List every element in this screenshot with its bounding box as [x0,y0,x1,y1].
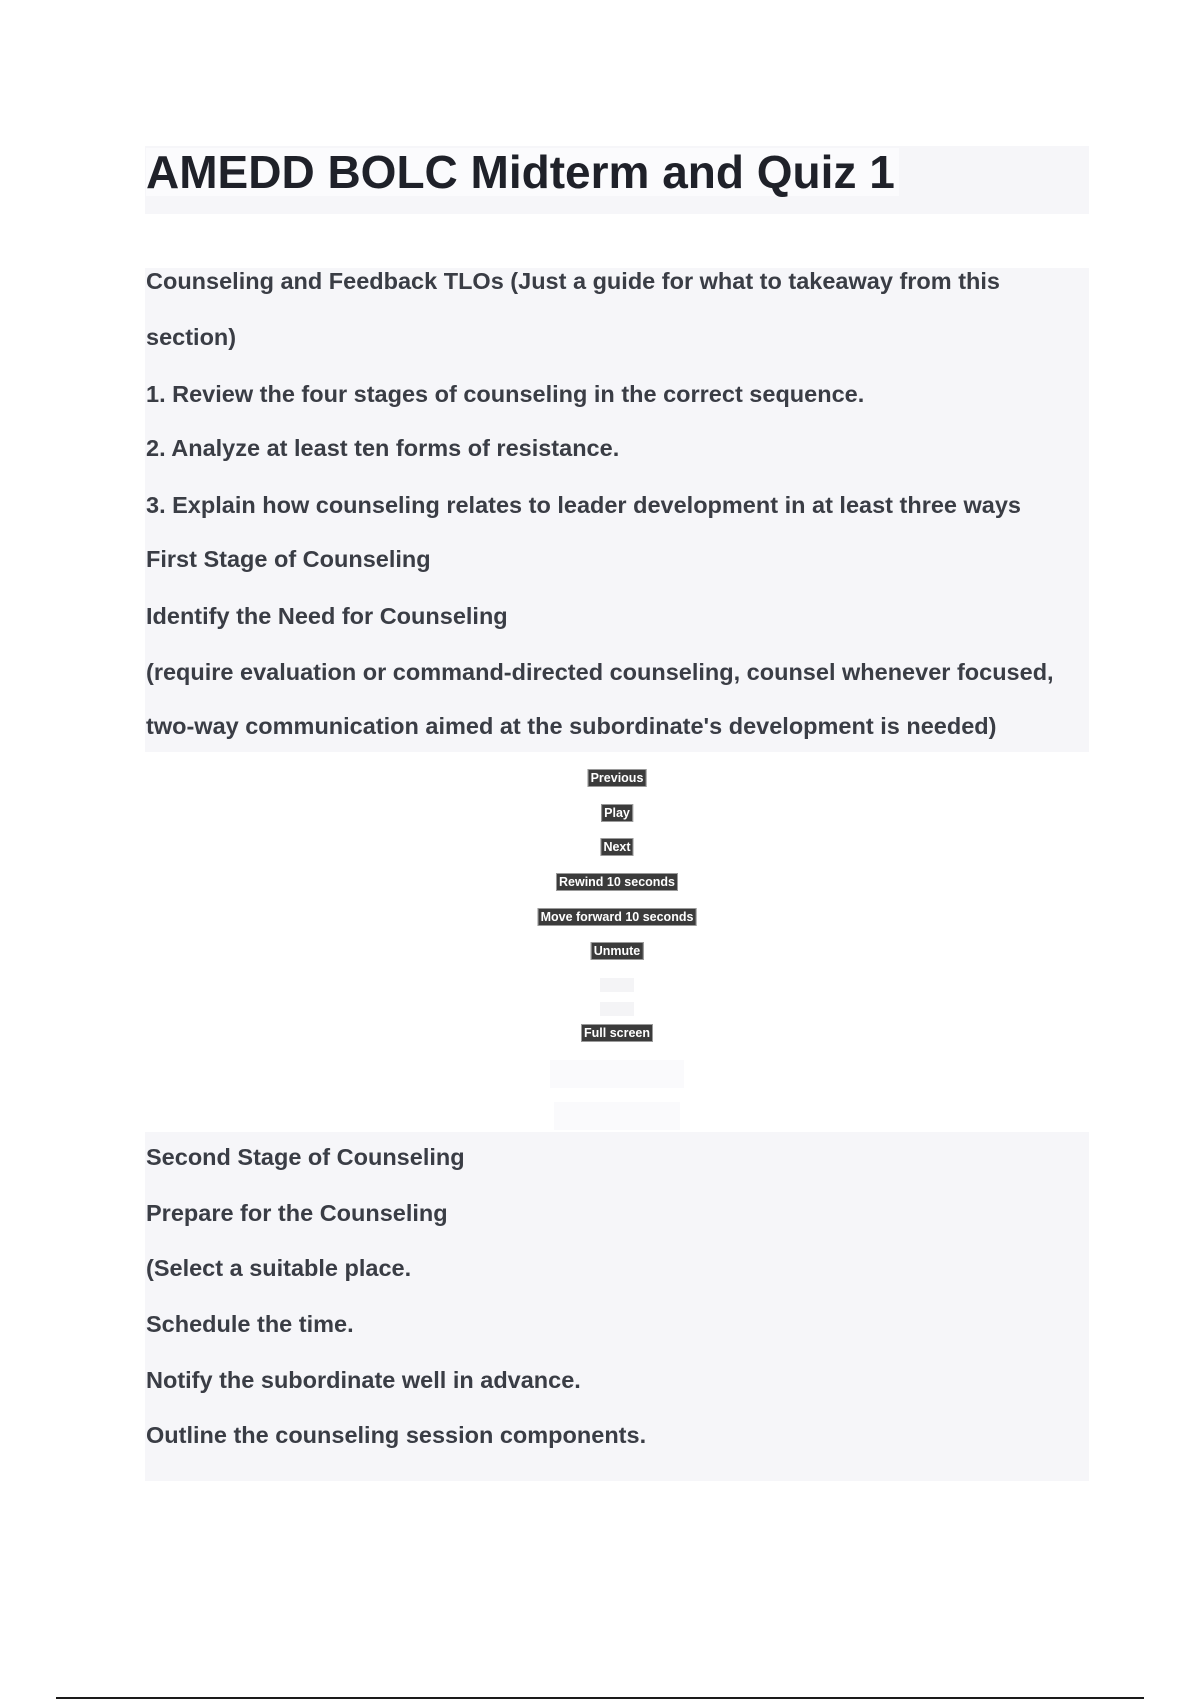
previous-button[interactable]: Previous [588,769,647,787]
rewind-button[interactable]: Rewind 10 seconds [556,873,678,891]
footer-rule [56,1697,1144,1699]
body-line: Notify the subordinate well in advance. [146,1367,581,1393]
section-subheading: Identify the Need for Counseling [146,603,508,629]
play-button[interactable]: Play [601,804,633,822]
body-line: two-way communication aimed at the subordinate's development is needed) [146,713,997,739]
video-placeholder-block [550,1060,684,1088]
video-placeholder-block [554,1102,680,1130]
video-player[interactable] [145,752,1089,1132]
body-line: (require evaluation or command-directed counseling, counsel whenever focused, [146,659,1054,685]
body-line: 3. Explain how counseling relates to leader development in at least three ways [146,492,1021,518]
body-line: 1. Review the four stages of counseling in the correct sequence. [146,381,865,407]
body-line: 2. Analyze at least ten forms of resistance. [146,435,620,461]
body-line: Counseling and Feedback TLOs (Just a guide for what to takeaway from this [146,268,1000,294]
section-heading: Second Stage of Counseling [146,1144,465,1170]
fullscreen-button[interactable]: Full screen [581,1024,653,1042]
section-heading: First Stage of Counseling [146,546,431,572]
forward-button[interactable]: Move forward 10 seconds [538,908,697,926]
body-line: section) [146,324,237,350]
settings-button[interactable] [600,1002,634,1016]
unmute-button[interactable]: Unmute [591,942,644,960]
page-title: AMEDD BOLC Midterm and Quiz 1 [146,148,899,196]
section-subheading: Prepare for the Counseling [146,1200,448,1226]
volume-control[interactable] [600,978,634,992]
body-line: Outline the counseling session components. [146,1422,647,1448]
body-line: (Select a suitable place. [146,1255,412,1281]
body-line: Schedule the time. [146,1311,354,1337]
next-button[interactable]: Next [600,838,633,856]
